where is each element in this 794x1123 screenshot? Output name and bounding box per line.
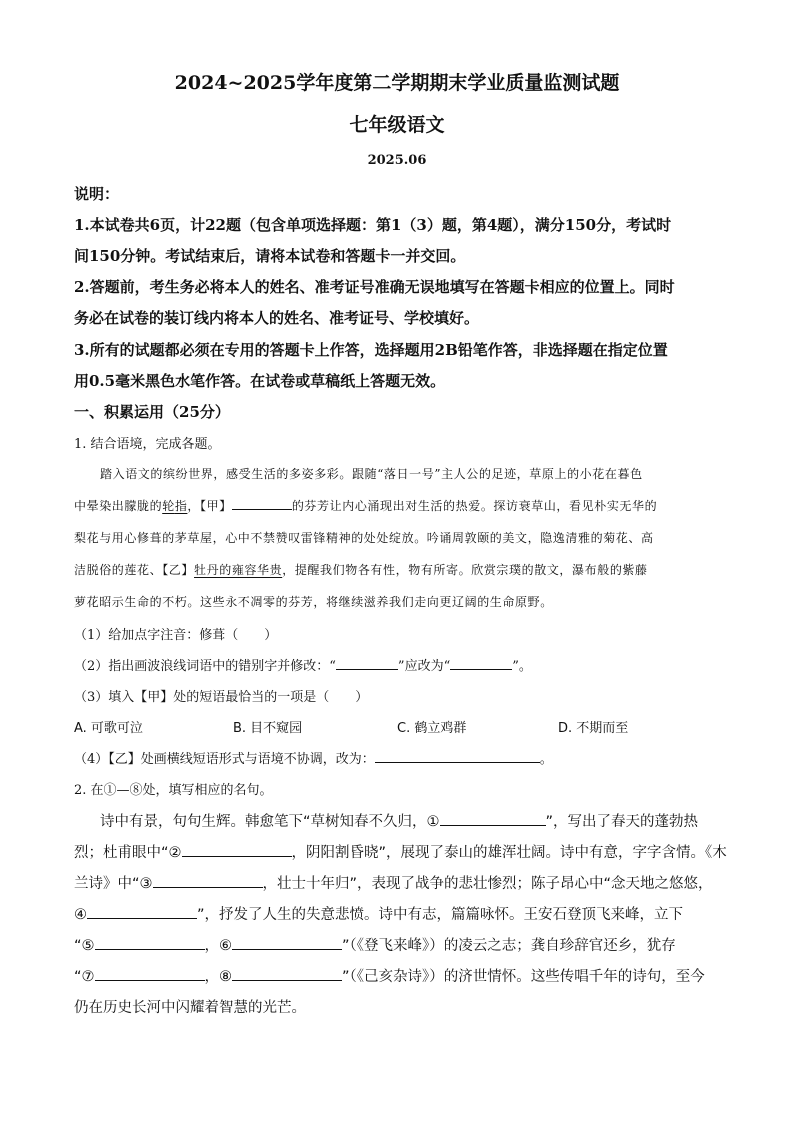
blank-8[interactable]	[232, 968, 342, 981]
passage-text: 的芬芳让内心涌现出对生活的热爱。探访衰草山，看见朴实无华的	[291, 499, 658, 513]
passage-line-3: 梨花与用心修葺的茅草屋，心中不禁赞叹雷锋精神的处处绽放。吟诵周敦颐的美文，隐逸清雅的菊花、高	[74, 531, 654, 545]
passage-line-5: 萝花昭示生命的不朽。这些永不凋零的芬芳，将继续滋养我们走向更辽阔的生命原野。	[74, 595, 553, 609]
passage-text: ，【甲】	[187, 499, 232, 513]
section-heading: 一、积累运用（25分）	[74, 403, 230, 421]
notes-label: 说明：	[74, 185, 120, 203]
option-d[interactable]: D. 不期而至	[558, 721, 629, 736]
passage-line-4	[74, 561, 648, 578]
q-text: 兰诗》中“③	[74, 876, 153, 892]
exam-subject: 七年级语文	[349, 114, 445, 136]
poem-line-1	[100, 810, 698, 831]
q-text: ，阴阳割昏晓”，展现了泰山的雄浑壮阔。诗中有意，字字含情。《木	[291, 845, 727, 861]
poem-line-6	[74, 965, 705, 986]
underlined-phrase-yi: 牡丹的雍容华贵	[194, 563, 283, 577]
passage-text: 指	[174, 499, 188, 513]
poem-line-5	[74, 934, 676, 955]
passage-text: 中晕染出朦胧的	[74, 499, 163, 513]
note-3-line-1: 3.所有的试题都必须在专用的答题卡上作答，选择题用2B铅笔作答，非选择题在指定位置	[74, 341, 668, 359]
blank-7[interactable]	[95, 968, 205, 981]
q-text: “⑤	[74, 938, 95, 954]
sub-question-4	[74, 748, 553, 767]
note-3-line-2: 用0.5毫米黑色水笔作答。在试卷或草稿纸上答题无效。	[74, 372, 446, 390]
q-text: ”，抒发了人生的失意悲愤。诗中有志，篇篇咏怀。王安石登顶飞来峰，立下	[197, 907, 684, 923]
poem-line-7: 仍在历史长河中闪耀着智慧的光芒。	[74, 1000, 306, 1016]
q-text: ”，写出了春天的蓬勃热	[545, 814, 699, 830]
dotted-word	[162, 499, 187, 513]
exam-title: 2024~2025学年度第二学期期末学业质量监测试题	[174, 72, 620, 94]
blank-2[interactable]	[182, 844, 292, 857]
note-1-line-1: 1.本试卷共6页，计22题（包含单项选择题：第1（3）题，第4题），满分150分，考试时	[74, 216, 672, 234]
q-text: ，⑧	[204, 969, 233, 985]
question-2-stem: 2. 在①—⑧处，填写相应的名句。	[74, 783, 273, 798]
option-c[interactable]: C. 鹤立鸡群	[397, 721, 467, 736]
answer-blank-wrong-char[interactable]	[336, 657, 398, 670]
q-text: ”（《己亥杂诗》）的济世情怀。这些传唱千年的诗句，至今	[342, 969, 705, 985]
sub-question-3: （3）填入【甲】处的短语最恰当的一项是（ ）	[74, 690, 369, 705]
blank-4[interactable]	[87, 906, 197, 919]
q-text: ，⑥	[204, 938, 233, 954]
passage-text: 洁脱俗的莲花、【乙】	[74, 563, 195, 577]
q-text: “⑦	[74, 969, 95, 985]
blank-5[interactable]	[95, 937, 205, 950]
answer-blank-phrase[interactable]	[375, 750, 540, 763]
answer-blank-correct-char[interactable]	[450, 657, 512, 670]
q-text: （2）指出画波浪线词语中的错别字并修改：“	[74, 659, 336, 674]
q-text: 。	[539, 752, 553, 767]
passage-line-2	[74, 497, 657, 514]
note-2-line-1: 2.答题前，考生务必将本人的姓名、准考证号准确无误地填写在答题卡相应的位置上。同时	[74, 278, 675, 296]
dotted-char: 轮	[162, 499, 175, 513]
option-b[interactable]: B. 目不窥园	[233, 721, 303, 736]
option-a[interactable]: A. 可歌可泣	[74, 721, 143, 736]
note-2-line-2: 务必在试卷的装订线内将本人的姓名、准考证号、学校填好。	[74, 309, 480, 327]
sub-question-2	[74, 655, 532, 674]
q-text: ④	[74, 907, 87, 923]
exam-date: 2025.06	[367, 153, 427, 168]
sub-question-1: （1）给加点字注音：修葺（ ）	[74, 628, 278, 643]
q-text: 诗中有景，句句生辉。韩愈笔下“草树知春不久归，①	[100, 814, 440, 830]
poem-line-2	[74, 841, 727, 862]
blank-3[interactable]	[153, 875, 263, 888]
poem-line-4	[74, 903, 683, 924]
poem-line-3	[74, 872, 713, 893]
q-text: ”（《登飞来峰》）的凌云之志；龚自珍辞官还乡，犹存	[342, 938, 676, 954]
q-text: ，壮士十年归”，表现了战争的悲壮惨烈；陈子昂心中“念天地之悠悠，	[262, 876, 713, 892]
blank-jia[interactable]	[232, 497, 292, 510]
q-text: ”。	[512, 659, 532, 674]
passage-text: ，提醒我们物各有性，物有所寄。欣赏宗璞的散文，瀑布般的紫藤	[282, 563, 648, 577]
passage-line-1: 踏入语文的缤纷世界，感受生活的多姿多彩。跟随“落日一号”主人公的足迹，草原上的小花在暮色	[100, 467, 643, 481]
blank-6[interactable]	[232, 937, 342, 950]
q-text: （4）【乙】处画横线短语形式与语境不协调，改为：	[74, 752, 375, 767]
note-1-line-2: 间150分钟。考试结束后，请将本试卷和答题卡一并交回。	[74, 247, 466, 265]
question-1-stem: 1. 结合语境，完成各题。	[74, 437, 221, 452]
q-text: ”应改为“	[397, 659, 451, 674]
q-text: 烈；杜甫眼中“②	[74, 845, 182, 861]
blank-1[interactable]	[440, 813, 546, 826]
